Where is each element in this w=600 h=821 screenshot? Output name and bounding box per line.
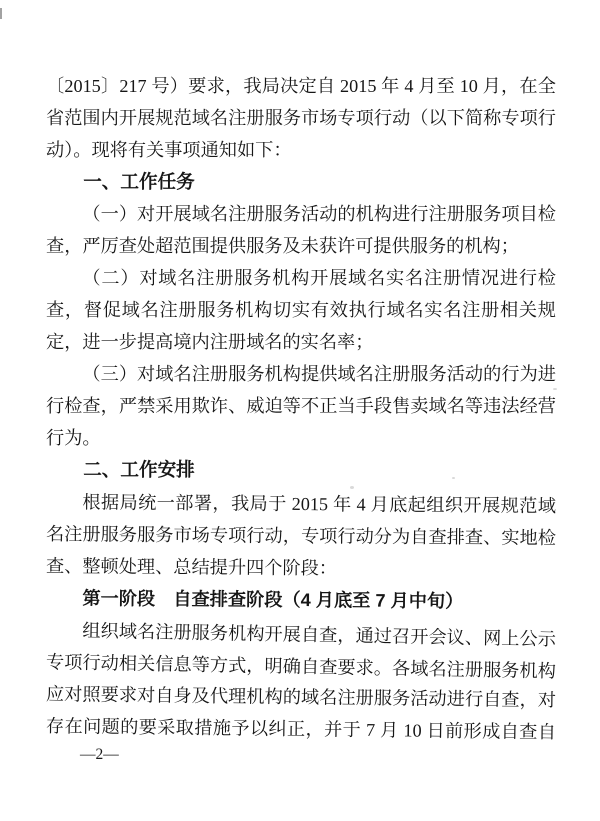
doc-line: 〔2015〕217 号）要求，我局决定自 2015 年 4 月至 10 月，在全	[46, 76, 556, 96]
doc-line: 应对照要求对自身及代理机构的域名注册服务活动进行自查，对	[45, 684, 557, 711]
doc-line: （二）对域名注册服务机构开展域名实名注册情况进行检	[82, 268, 556, 288]
doc-line: 查，严厉查处超范围提供服务及未获许可提供服务的机构；	[46, 236, 519, 256]
doc-line: 组织域名注册服务机构开展自查，通过召开会议、网上公示	[82, 620, 557, 650]
doc-line: 动）。现将有关事项通知如下：	[46, 140, 292, 160]
section-1-heading: 一、工作任务	[83, 171, 195, 192]
doc-line: （三）对域名注册服务机构提供域名注册服务活动的行为进	[82, 364, 556, 384]
page-number: —2—	[80, 746, 119, 763]
doc-line: 专项行动相关信息等方式，明确自查要求。各域名注册服务机构	[45, 652, 557, 682]
doc-line: 存在问题的要采取措施予以纠正，并于 7 月 10 日前形成自查自	[45, 716, 557, 743]
doc-line: 定，进一步提高境内注册域名的实名率；	[46, 332, 374, 352]
doc-line: （一）对开展域名注册服务活动的机构进行注册服务项目检	[82, 204, 556, 224]
doc-line: 查、整顿处理、总结提升四个阶段：	[45, 556, 338, 579]
doc-line: 省范围内开展规范域名注册服务市场专项行动（以下简称专项行	[46, 108, 556, 128]
scanned-document-page	[46, 70, 556, 742]
doc-line: 根据局统一部署，我局于 2015 年 4 月底起组织开展规范域	[82, 492, 557, 517]
doc-line: 查，督促域名注册服务机构切实有效执行域名实名注册相关规	[46, 300, 556, 320]
scan-edge-artifact	[0, 8, 2, 19]
phase-1-heading: 第一阶段 自查排查阶段（4 月底至 7 月中旬）	[82, 588, 464, 612]
doc-line: 行为。	[46, 428, 101, 448]
doc-line: 名注册服务服务市场专项行动，专项行动分为自查排查、实地检	[45, 524, 557, 549]
section-2-heading: 二、工作安排	[83, 459, 195, 480]
doc-line: 行检查，严禁采用欺诈、威迫等不正当手段售卖域名等违法经营	[46, 396, 556, 416]
